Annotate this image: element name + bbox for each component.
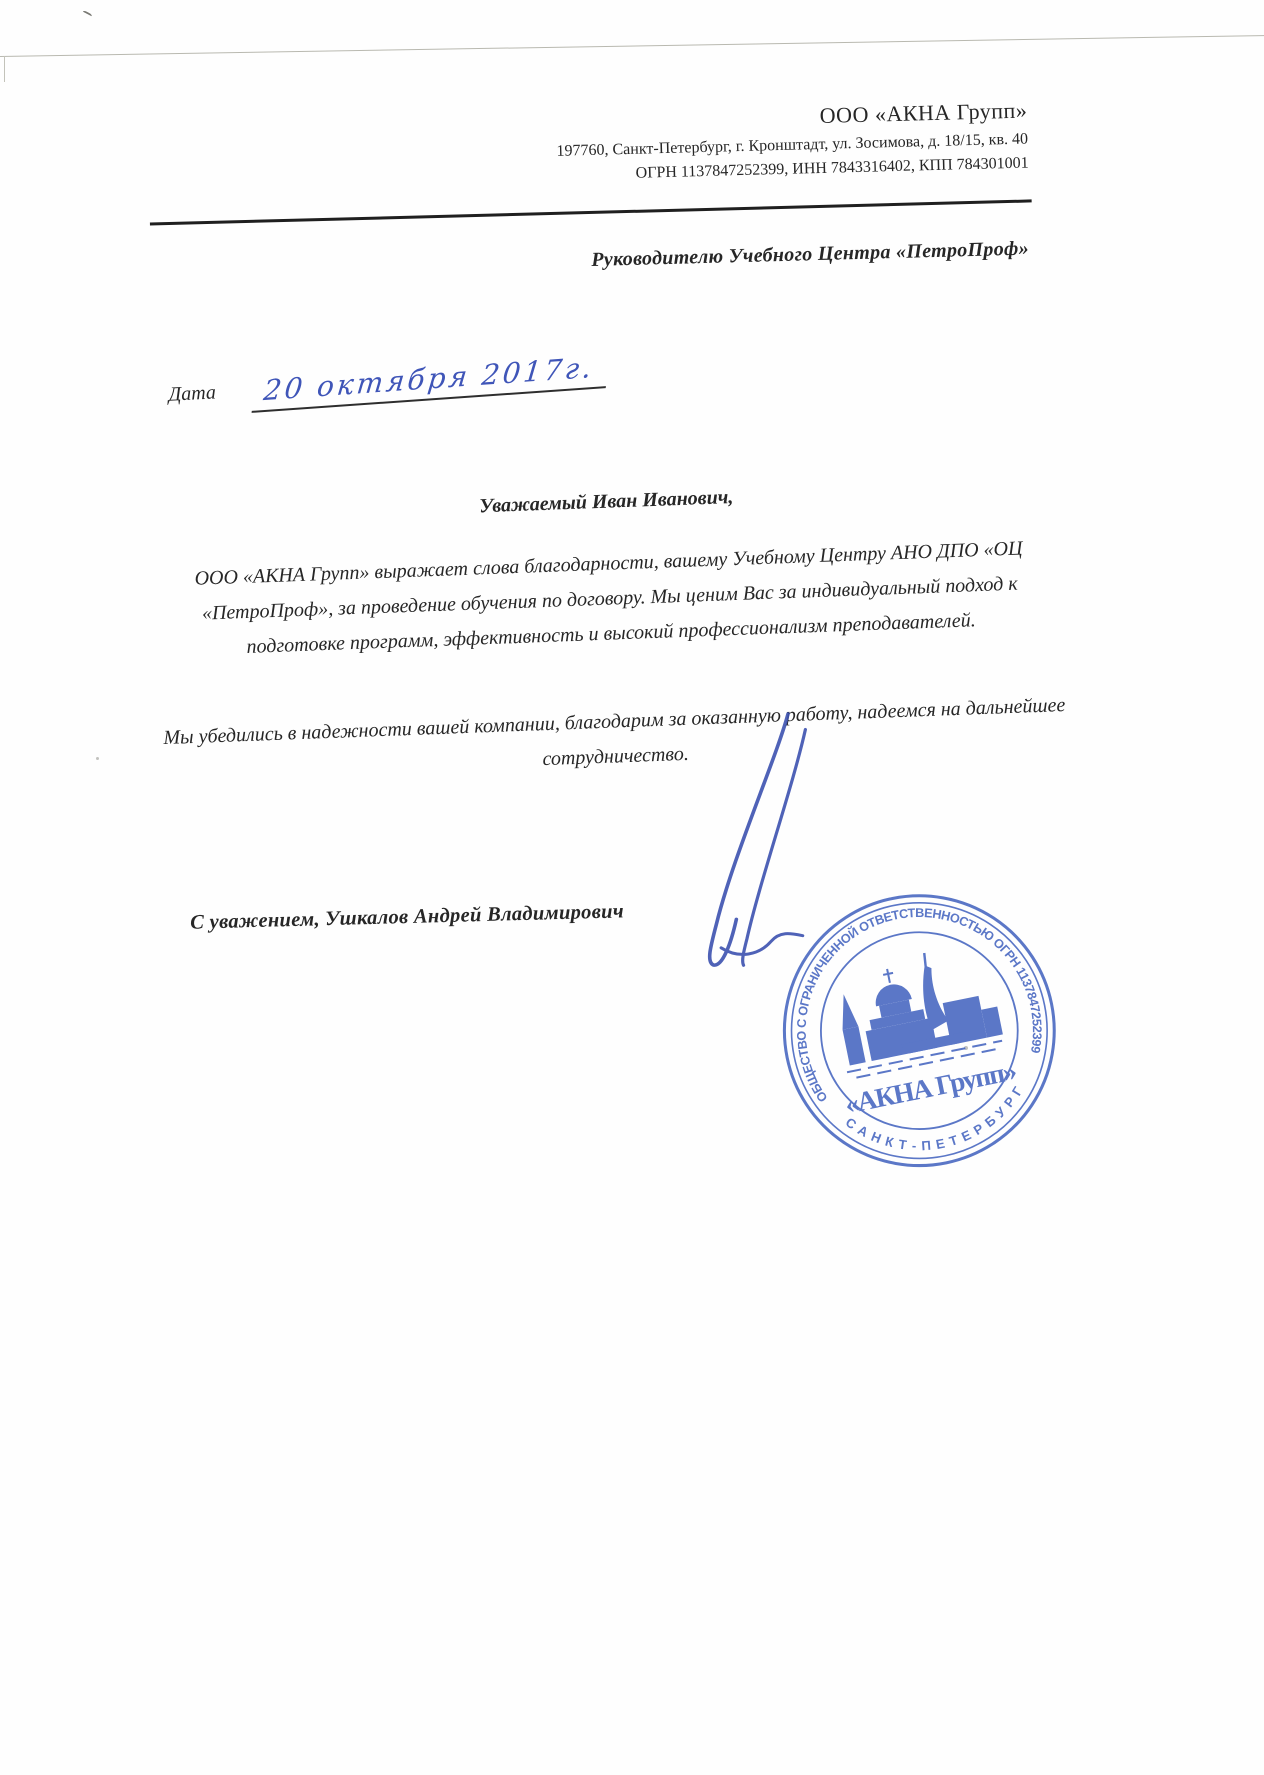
company-stamp: [752, 863, 1087, 1198]
salutation: Уважаемый Иван Иванович,: [478, 486, 734, 518]
addressee-line: Руководителю Учебного Центра «ПетроПроф»: [591, 237, 1030, 271]
date-label: Дата: [167, 381, 217, 406]
company-name: ООО «АКНА Групп»: [819, 97, 1028, 128]
stamp-city-text: САНКТ-ПЕТЕРБУРГ: [842, 1082, 1027, 1154]
stamp-skyline-illustration: [827, 941, 1006, 1079]
closing-line: С уважением, Ушкалов Андрей Владимирович: [189, 900, 625, 934]
stamp-graphic: [752, 863, 1087, 1198]
body-paragraph-2: Мы убедились в надежности вашей компании, благодарим за оказанную работу, надеемся на дальнейшее сотрудничество.: [163, 694, 1066, 771]
stamp-ring-text: ОБЩЕСТВО С ОГРАНИЧЕННОЙ ОТВЕТСТВЕННОСТЬЮ ОГРН 1137847252399: [794, 905, 1044, 1105]
body-paragraph-1: ООО «АКНА Групп» выражает слова благодарности, вашему Учебному Центру АНО ДПО «ОЦ «ПетроПроф», за проведение обучения по договору. Мы ценим Вас за индивидуальный подход к подготовке программ, эффективность и высокий профессионализм преподавателей.: [194, 537, 1023, 658]
handwritten-date: 20 октября 2017г.: [252, 350, 610, 413]
company-address: 197760, Санкт-Петербург, г. Кронштадт, ул. Зосимова, д. 18/15, кв. 40: [556, 130, 1029, 160]
stamp-company-name: «АКНА Групп»: [842, 1055, 1020, 1120]
company-registration: ОГРН 1137847252399, ИНН 7843316402, КПП 784301001: [635, 154, 1029, 183]
